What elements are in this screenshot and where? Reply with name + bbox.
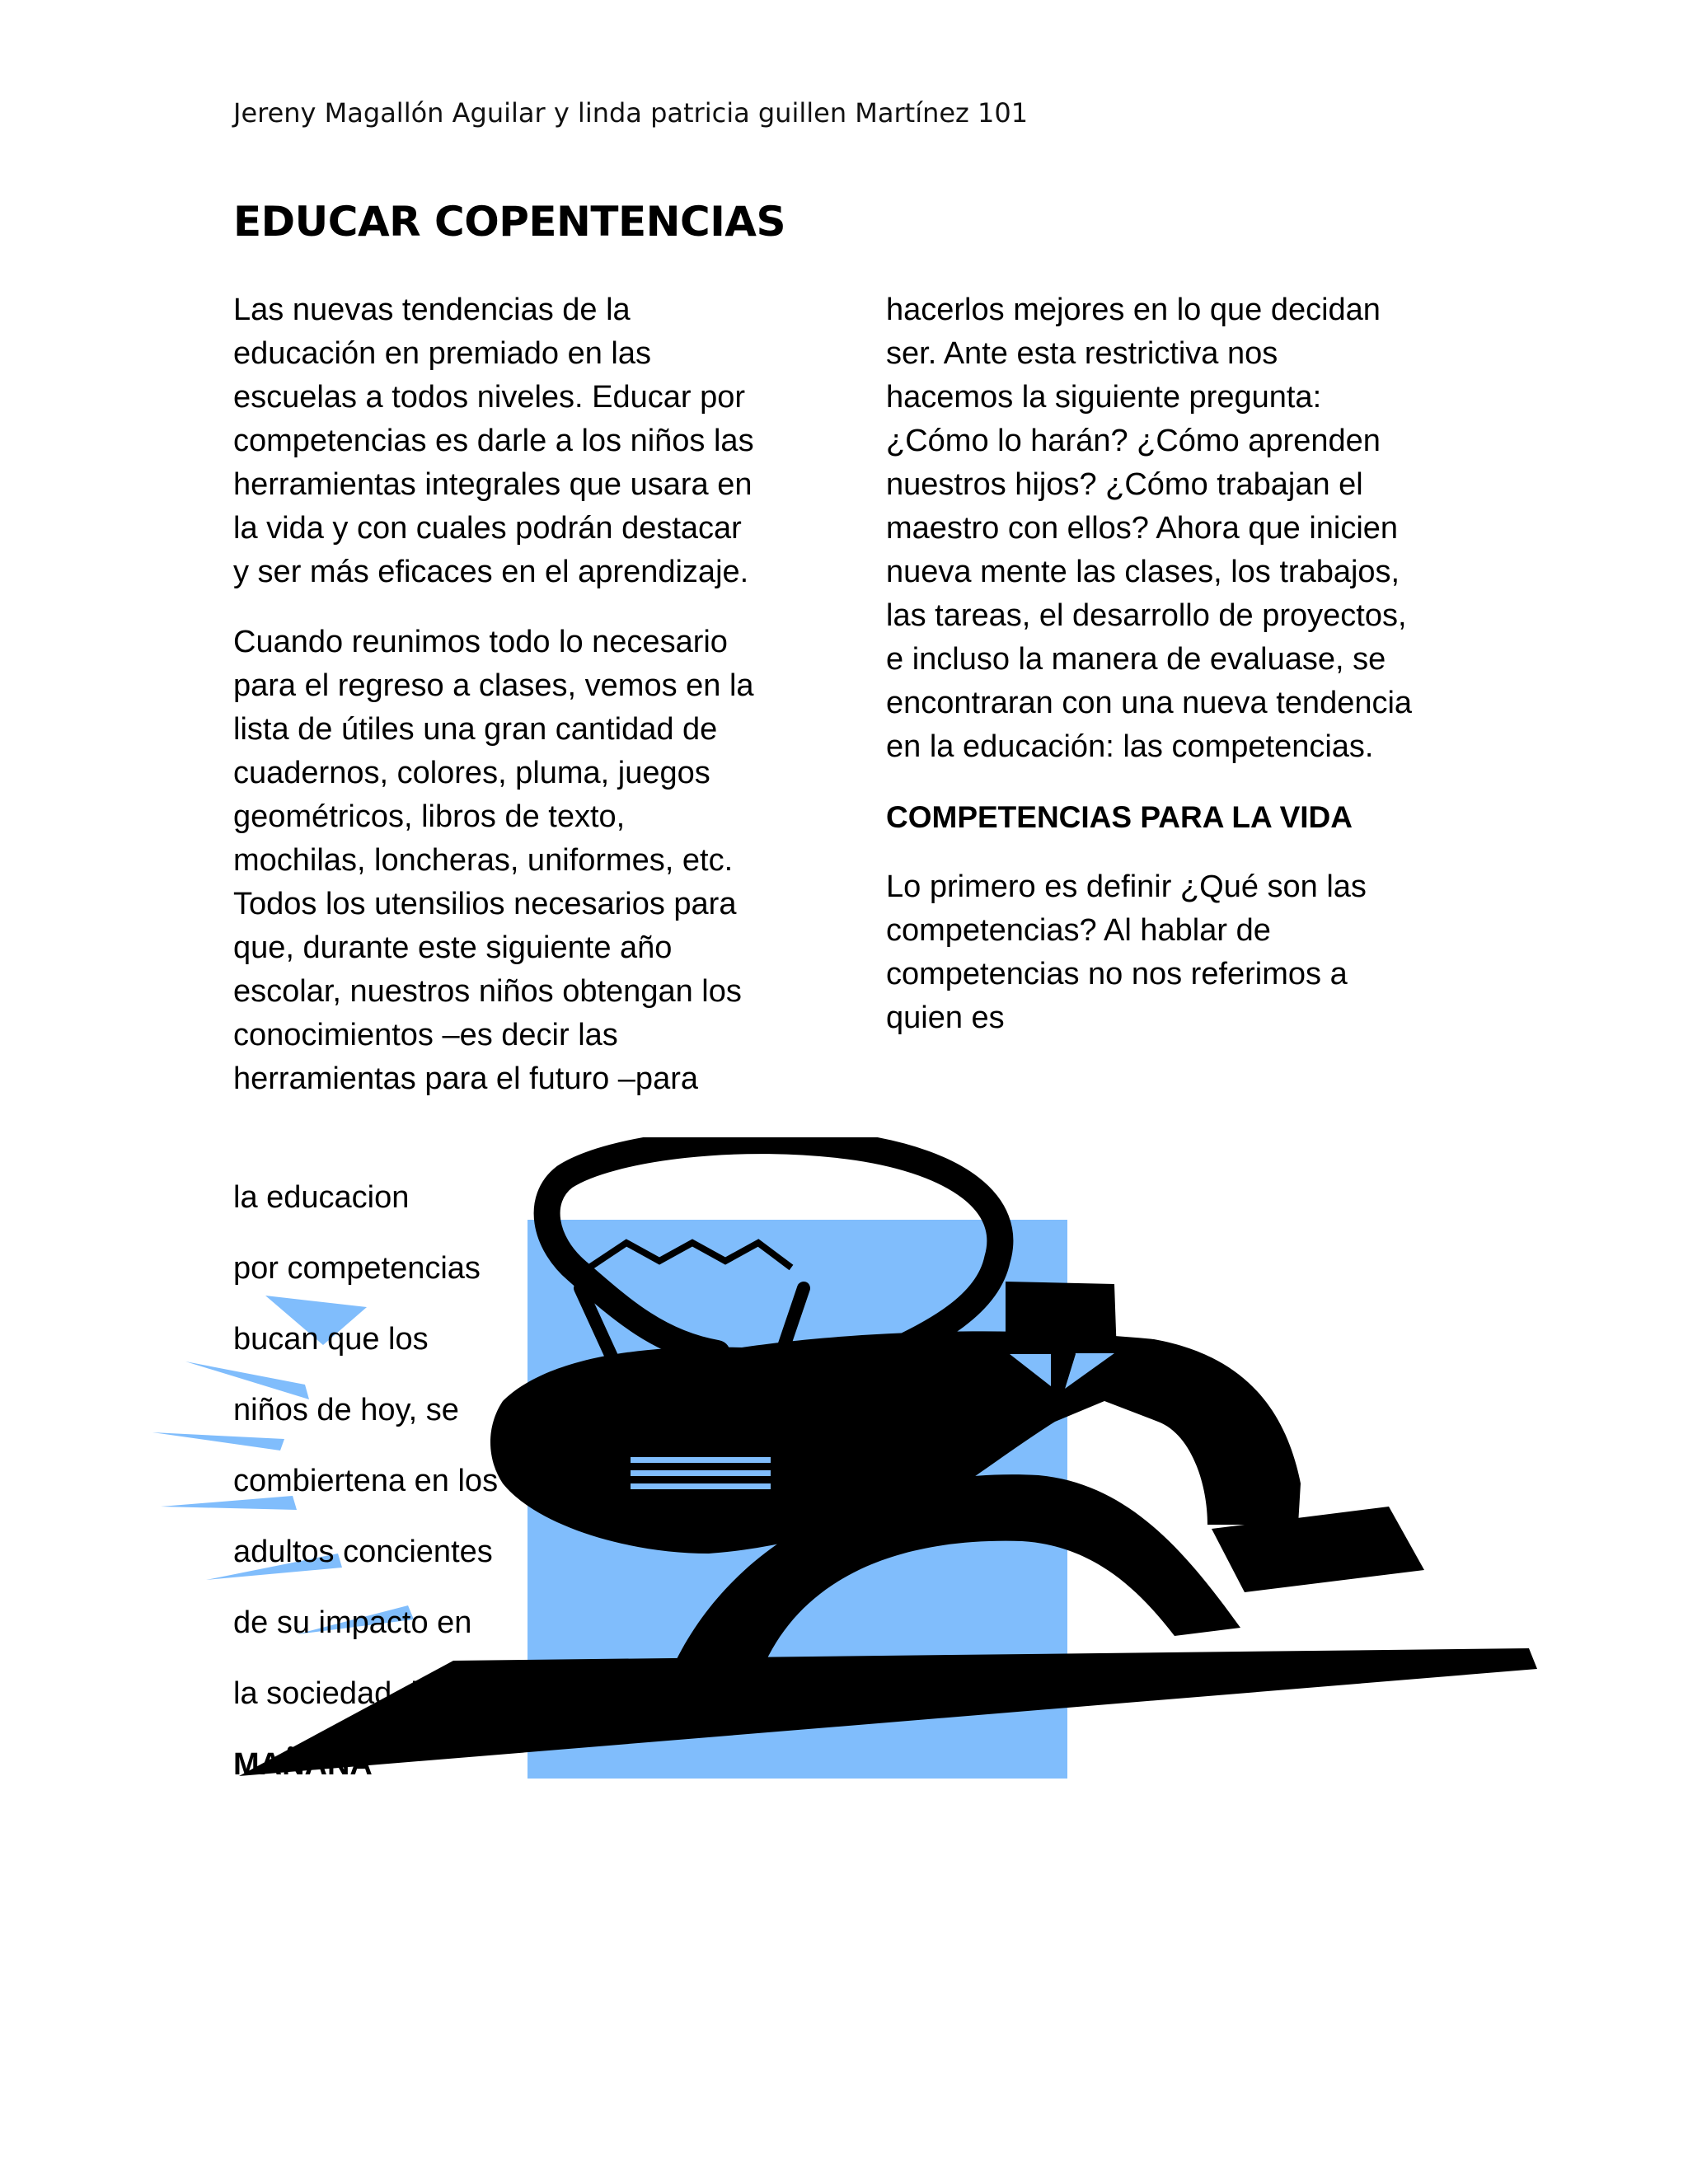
running-header: Jereny Magallón Aguilar y linda patricia guillen Martínez 101 [233, 97, 1029, 129]
caption-line: por competencias [233, 1251, 481, 1286]
definition-paragraph [886, 865, 1496, 1040]
text-line: la vida y con cuales podrán destacar [233, 511, 742, 546]
caption-line: bucan que los [233, 1322, 429, 1357]
text-line: Las nuevas tendencias de la [233, 293, 631, 327]
text-line: Cuando reunimos todo lo necesario [233, 625, 728, 659]
text-line: quien es [886, 1001, 1005, 1035]
text-line: escuelas a todos niveles. Educar por [233, 380, 746, 415]
text-line: escolar, nuestros niños obtengan los [233, 974, 742, 1009]
caption-line: de su impacto en [233, 1605, 472, 1640]
text-line: las tareas, el desarrollo de proyectos, [886, 598, 1407, 633]
text-line: herramientas integrales que usara en [233, 467, 753, 502]
text-line: Lo primero es definir ¿Qué son las [886, 869, 1367, 904]
text-line: geométricos, libros de texto, [233, 799, 626, 834]
caption-line: la educacion [233, 1180, 410, 1215]
continuation-paragraph [886, 288, 1496, 769]
text-line: conocimientos –es decir las [233, 1018, 618, 1052]
caption-line: niños de hoy, se [233, 1393, 459, 1427]
text-line: competencias no nos referimos a [886, 957, 1348, 991]
text-line: hacerlos mejores en lo que decidan [886, 293, 1381, 327]
section-heading: COMPETENCIAS PARA LA VIDA [886, 800, 1353, 834]
right-column [886, 288, 1496, 1066]
text-line: para el regreso a clases, vemos en la [233, 668, 754, 703]
left-column [233, 288, 843, 1127]
intro-paragraph [233, 288, 843, 594]
text-line: maestro con ellos? Ahora que inicien [886, 511, 1399, 546]
text-line: mochilas, loncheras, uniformes, etc. [233, 843, 734, 878]
text-line: y ser más eficaces en el aprendizaje. [233, 555, 749, 589]
text-line: encontraran con una nueva tendencia [886, 686, 1413, 720]
text-line: nuestros hijos? ¿Cómo trabajan el [886, 467, 1363, 502]
page-title: EDUCAR COPENTENCIAS [233, 198, 786, 246]
text-line: e incluso la manera de evaluase, se [886, 642, 1386, 677]
text-line: herramientas para el futuro –para [233, 1062, 698, 1096]
text-line: lista de útiles una gran cantidad de [233, 712, 718, 747]
text-line: ser. Ante esta restrictiva nos [886, 336, 1278, 371]
text-line: Todos los utensilios necesarios para [233, 887, 737, 921]
caption-line: combiertena en los [233, 1464, 499, 1498]
text-line: competencias es darle a los niños las [233, 424, 754, 458]
caption-line: adultos concientes [233, 1535, 493, 1569]
text-line: en la educación: las competencias. [886, 729, 1374, 764]
illustration-caption [233, 1162, 612, 1800]
caption-final-word: MAÑANA [233, 1747, 373, 1782]
caption-line: la sociedad del [233, 1676, 443, 1711]
text-line: que, durante este siguiente año [233, 930, 673, 965]
bulb-base [607, 1434, 795, 1502]
text-line: nueva mente las clases, los trabajos, [886, 555, 1400, 589]
text-line: competencias? Al hablar de [886, 913, 1271, 948]
text-line: ¿Cómo lo harán? ¿Cómo aprenden [886, 424, 1381, 458]
text-line: cuadernos, colores, pluma, juegos [233, 756, 710, 790]
supplies-paragraph [233, 621, 843, 1101]
text-line: educación en premiado en las [233, 336, 652, 371]
text-line: hacemos la siguiente pregunta: [886, 380, 1322, 415]
